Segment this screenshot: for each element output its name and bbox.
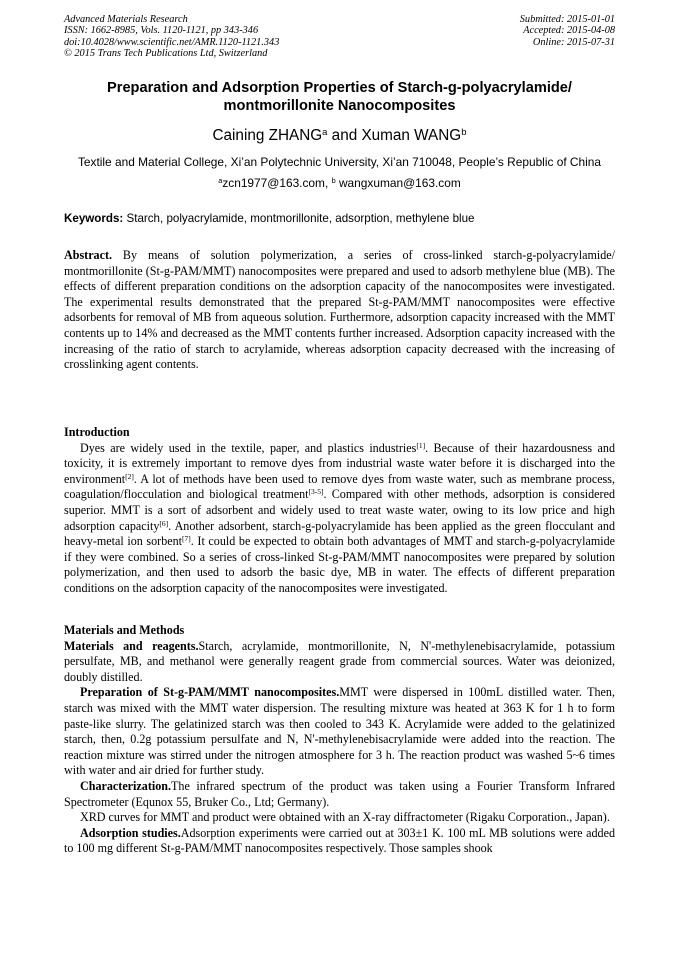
journal-info: [64, 14, 404, 60]
abstract-text: By means of solution polymerization, a series of cross-linked starch-g-polyacrylamide/ montmorillonite (St-g-PAM/MMT) nanocomposites were prepared and used to adsorb methylene blue (MB). The effects of different preparation conditions on the adsorption capacity of the nanocomposites were investigated. The experimental results demonstrated that the prepared St-g-PAM/MMT nanocomposites were effective adsorbents for removal of MB from aqueous solution. Furthermore, adsorption capacity increased with the MMT contents up to 14% and decreased as the MMT contents further increased. Adsorption capacity increased with the increasing of the ratio of starch to acrylamide, whereas adsorption capacity decreased with the increasing of crosslinking agent contents.: [64, 248, 615, 372]
citation: [6]: [159, 518, 169, 528]
citation: [3-5]: [308, 487, 324, 497]
publication-dates: [395, 14, 615, 48]
citation: [1]: [416, 440, 426, 450]
section-heading: Introduction: [64, 425, 130, 439]
author-name: Caining ZHANG: [212, 127, 323, 144]
abstract-label: Abstract.: [64, 248, 113, 262]
accepted-date: Accepted: 2015-04-08: [523, 25, 615, 37]
keywords-text: Starch, polyacrylamide, montmorillonite, adsorption, methylene blue: [123, 212, 475, 225]
paragraph-text: The infrared spectrum of the product was taken using a Fourier Transform Infrared Spectrometer (Equnox 55, Bruker Co., Ltd; Germany).: [64, 778, 615, 809]
paragraph-label: Materials and reagents.: [64, 638, 199, 653]
reagents-paragraph: [64, 639, 615, 686]
paragraph-text: MMT were dispersed in 100mL distilled water. Then, starch was mixed with the MMT water dispersion. The resulting mixture was heated at 363 K for 1 h to form paste-like slurry. The gelatinized starch was then cooled to 343 K. Acrylamide were added to the gelatinized starch, then, 0.2g potassium persulfate and N, N'-methylenebisacrylamide were added into the reaction. The reaction mixture was stirred under the nitrogen atmosphere for 3 h. The reaction product was washed 5~6 times with water and air dried for further study.: [64, 685, 615, 778]
characterization-paragraph: [64, 779, 615, 810]
text-run: . A lot of methods have been used to remove dyes from waste water, such as membrane process, coagulation/flocculation and biological treatment: [64, 471, 615, 502]
author-name: Xuman WANG: [361, 127, 462, 144]
citation: [2]: [125, 471, 134, 481]
text-run: . Because of their hazardousness and toxicity, it is extremely important to remove dyes from industrial waste water before it is discharged into the environment: [64, 440, 616, 486]
title-line-2: montmorillonite Nanocomposites: [223, 97, 456, 114]
journal-name: Advanced Materials Research: [64, 14, 188, 25]
submitted-date: Submitted: 2015-01-01: [519, 14, 615, 25]
email-mark: b: [331, 175, 336, 185]
paragraph-label: Characterization.: [80, 778, 172, 793]
author-affiliation-mark: b: [461, 126, 467, 138]
introduction-paragraph: [64, 441, 615, 597]
email-address: zcn1977@163.com,: [222, 176, 332, 190]
issn-line: ISSN: 1662-8985, Vols. 1120-1121, pp 343-346: [64, 25, 259, 37]
author-emails: [64, 176, 615, 191]
materials-methods-section: [64, 623, 615, 857]
affiliation: Textile and Material College, Xi’an Polytechnic University, Xi’an 710048, People’s Republic of China: [77, 155, 602, 169]
citation: [7]: [182, 534, 191, 544]
copyright-line: © 2015 Trans Tech Publications Ltd, Switzerland: [64, 48, 268, 60]
text-run: . Another adsorbent, starch-g-polyacrylamide has been applied as the green flocculant and heavy-metal ion sorbent: [64, 518, 616, 549]
online-date: Online: 2015-07-31: [532, 36, 615, 48]
preparation-paragraph: [64, 685, 615, 779]
xrd-paragraph: XRD curves for MMT and product were obtained with an X-ray diffractometer (Rigaku Corporation., Japan).: [80, 810, 610, 825]
section-heading: Materials and Methods: [64, 623, 185, 637]
text-run: Dyes are widely used in the textile, paper, and plastics industries: [80, 440, 417, 455]
author-list: [64, 127, 615, 145]
introduction-section: [64, 425, 615, 597]
email-mark: a: [218, 175, 223, 185]
author-affiliation-mark: a: [322, 126, 328, 138]
paragraph-label: Adsorption studies.: [80, 825, 181, 840]
text-run: . Compared with other methods, adsorption is considered superior. MMT is a sort of adsorbent and widely used to treat waste water, owing to its low price and high adsorption capacity: [64, 487, 615, 533]
paragraph-label: Preparation of St-g-PAM/MMT nanocomposites.: [80, 685, 340, 700]
paragraph-text: Starch, acrylamide, montmorillonite, N, N'-methylenebisacrylamide, potassium persulfate, MB, and methanol were generally reagent grade from commercial sources. Water was deionized, doubly distilled.: [64, 638, 615, 684]
author-connector: and: [327, 127, 362, 144]
paper-title: [64, 80, 615, 115]
abstract: [64, 248, 615, 373]
email-address: wangxuman@163.com: [335, 176, 461, 190]
doi-line: doi:10.4028/www.scientific.net/AMR.1120-1121.343: [64, 36, 280, 48]
paragraph-text: Adsorption experiments were carried out at 303±1 K. 100 mL MB solutions were added to 100 mg different St-g-PAM/MMT nanocomposites respectively. Those samples shook: [64, 825, 615, 856]
adsorption-paragraph: [64, 826, 615, 857]
keywords-label: Keywords:: [64, 212, 124, 225]
text-run: . It could be expected to obtain both advantages of MMT and starch-g-polyacrylamide if they were combined. So a series of cross-linked St-g-PAM/MMT nanocomposites were prepared by solution polymerization, and then used to adsorb the basic dye, MB in water. The effects of different preparation conditions on the adsorption capacity of the nanocomposites were investigated.: [64, 534, 616, 595]
title-line-1: Preparation and Adsorption Properties of Starch-g-polyacrylamide/: [107, 80, 572, 96]
keywords: [64, 211, 615, 226]
